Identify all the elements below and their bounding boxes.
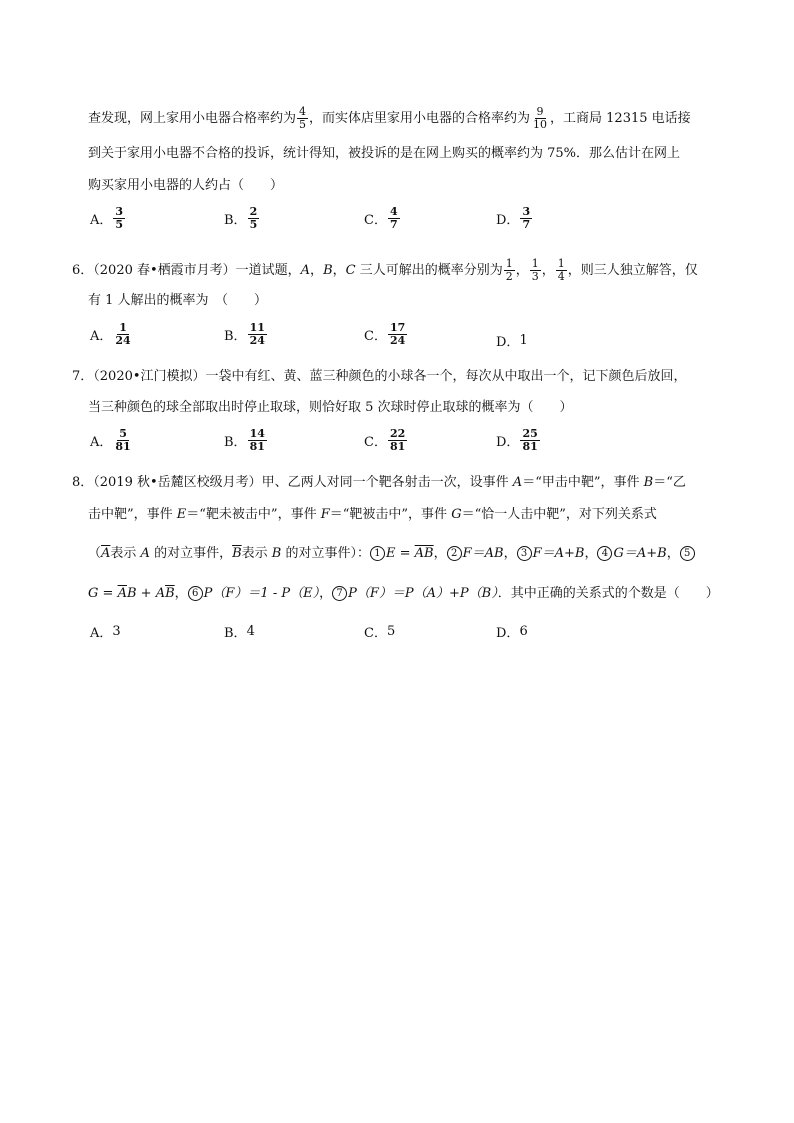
q6-line-1: 6．（2020 春•栖霞市月考）一道试题，A，B，C 三人可解出的概率分别为 $\frac{1}{2}$ ， $\frac{1}{3}$ ， $\frac{1}{4}$ ，则三人独立解答，仅 [72,257,698,283]
q5-fraction-online: $\frac{4}{5}$ [299,105,307,131]
q6-line-2: 有 1 人解出的概率为 （ ） [88,293,268,308]
q5-line-2: 到关于家用小电器不合格的投诉，统计得知，被投诉的是在网上购买的概率约为 75%．那么估计在网上 [88,146,681,161]
q8-line-3: （$\overline{A}$表示 A 的对立事件，$\overline{B}$表示 B 的对立事件）： 1 $E = \overline{AB}$， 2 F＝AB， 3 F＝A+B， 4 G＝A+B， 5 [88,545,696,563]
relation-marker-5: 5 [680,546,695,561]
relation-marker-4: 4 [597,546,612,561]
q6-option-d[interactable]: D．1 [496,333,528,350]
q5-option-c[interactable]: C． $\frac{4}{7}$ [364,205,398,231]
relation-marker-6: 6 [188,586,203,601]
q7-option-d[interactable]: D． $\frac{25}{81}$ [496,427,538,453]
q6-fraction-b: $\frac{1}{3}$ [531,257,539,283]
q5-text-c: ，工商局 12315 电话接 [550,111,691,126]
q6-fraction-c: $\frac{1}{4}$ [557,257,565,283]
q5-option-a[interactable]: A． $\frac{3}{5}$ [90,205,124,231]
relation-marker-3: 3 [517,546,532,561]
q5-text-a: 查发现，网上家用小电器合格率约为 [88,111,297,126]
relation-marker-7: 7 [332,586,347,601]
q7-line-1: 7．（2020•江门模拟）一袋中有红、黄、蓝三种颜色的小球各一个，每次从中取出一个，记下颜色后放回， [72,369,687,384]
q7-line-2: 当三种颜色的球全部取出时停止取球，则恰好取 5 次球时停止取球的概率为（ ） [88,400,573,415]
q5-option-b[interactable]: B． $\frac{2}{5}$ [224,205,258,231]
q5-line-3: 购买家用小电器的人约占（ ） [88,178,284,193]
q8-option-b[interactable]: B．4 [224,624,255,641]
relation-marker-2: 2 [447,546,462,561]
q7-option-a[interactable]: A． $\frac{5}{81}$ [90,427,131,453]
q6-option-b[interactable]: B． $\frac{11}{24}$ [224,321,265,347]
q6-fraction-a: $\frac{1}{2}$ [505,257,513,283]
q8-line-4: $G = \overline{A}B + A\overline{B}$， 6 P（F）＝1 - P（E）， 7 P（F）＝P（A）+P（B）．其中正确的关系式的个数是（ ） [88,586,719,601]
q5-option-d[interactable]: D． $\frac{3}{7}$ [496,205,531,231]
q8-line-2: 击中靶”，事件 E＝“靶未被击中”，事件 F＝“靶被击中”，事件 G＝“恰一人击中靶”，对下列关系式 [88,507,657,522]
q7-option-c[interactable]: C． $\frac{22}{81}$ [364,427,406,453]
q5-text-b: ，而实体店里家用小电器的合格率约为 [309,111,531,126]
relation-marker-1: 1 [370,546,385,561]
q8-option-d[interactable]: D．6 [496,624,528,641]
q7-option-b[interactable]: B． $\frac{14}{81}$ [224,427,265,453]
q8-option-c[interactable]: C．5 [364,624,396,641]
q6-option-c[interactable]: C． $\frac{17}{24}$ [364,321,406,347]
q5-line-1 [88,106,691,131]
q6-option-a[interactable]: A． $\frac{1}{24}$ [90,321,131,347]
q8-option-a[interactable]: A．3 [90,624,121,641]
q5-fraction-store: $\frac{9}{10}$ [533,105,548,131]
q8-line-1: 8．（2019 秋•岳麓区校级月考）甲、乙两人对同一个靶各射击一次，设事件 A＝“甲击中靶”，事件 B＝“乙 [72,475,686,490]
